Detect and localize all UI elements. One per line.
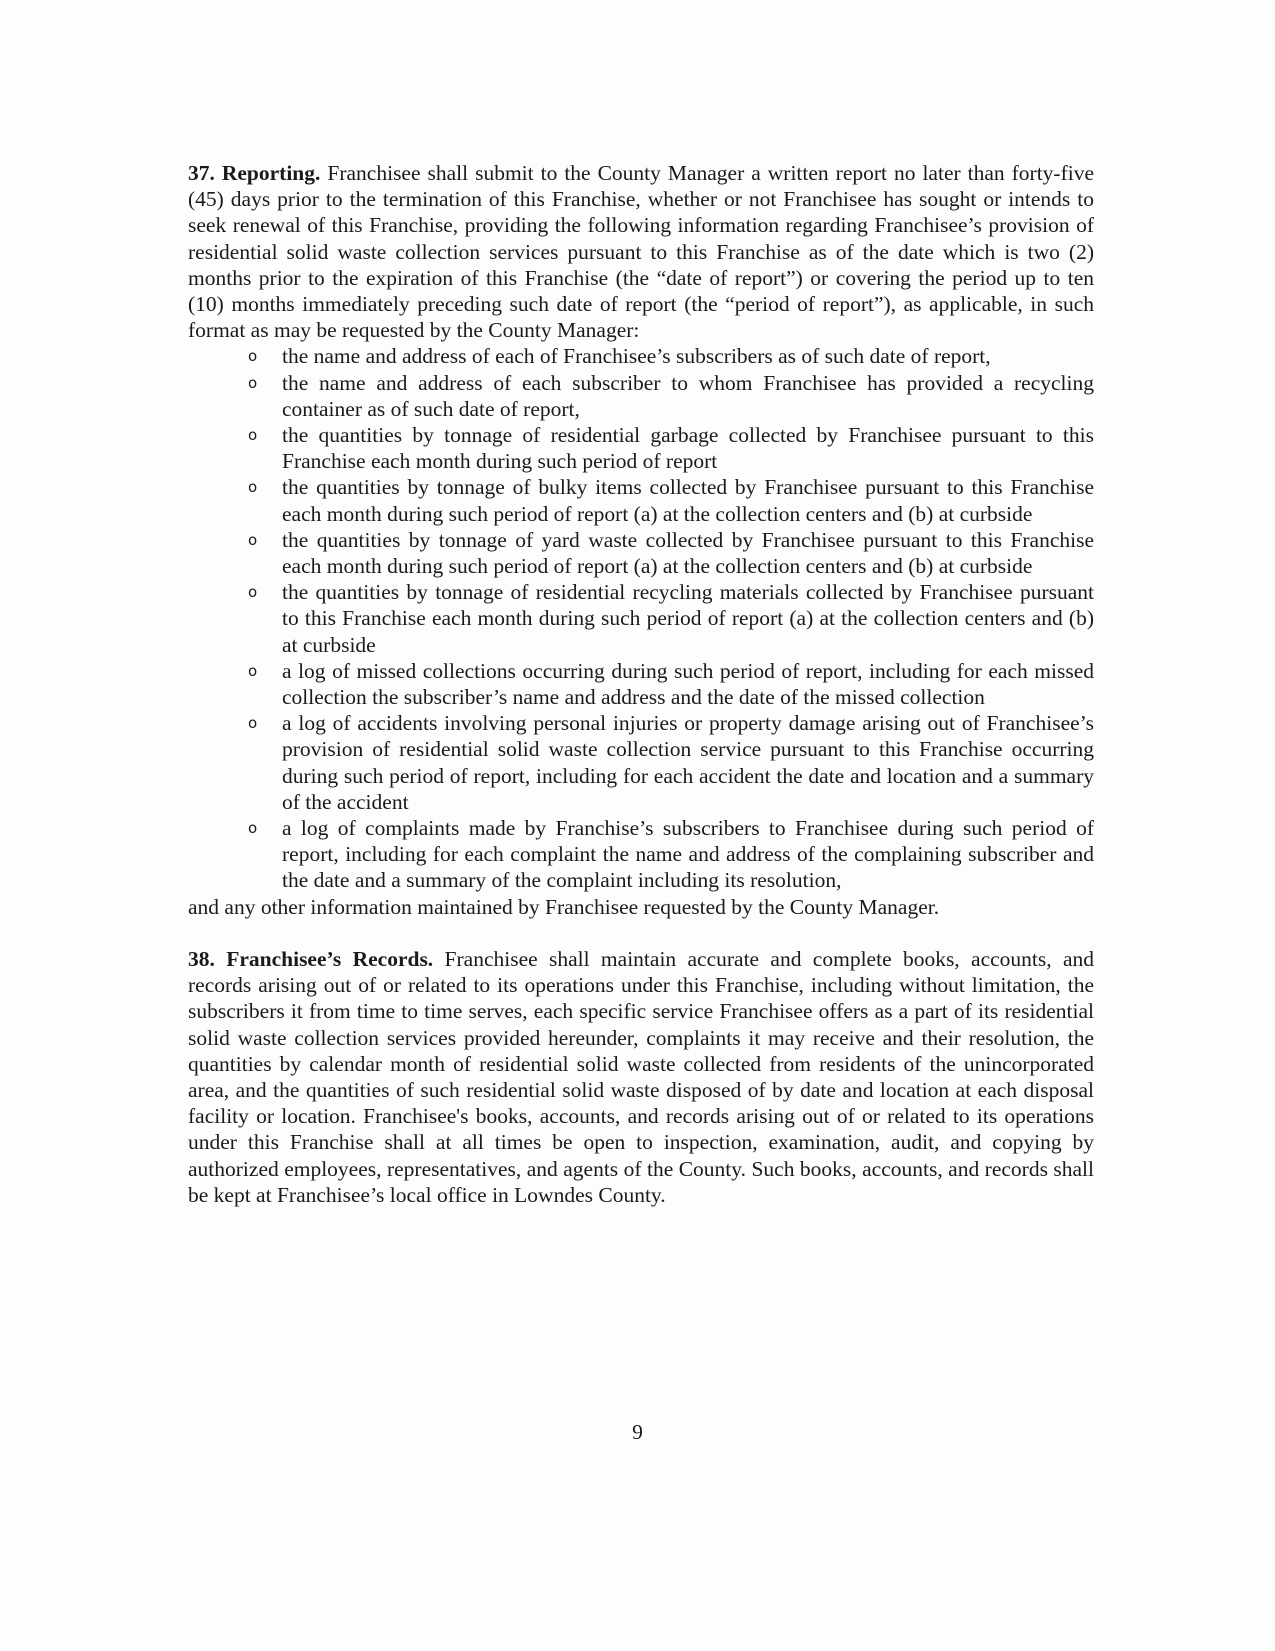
bullet-icon: o: [248, 478, 258, 497]
list-item: [248, 815, 1094, 894]
list-item: [248, 370, 1094, 422]
list-item: [248, 579, 1094, 658]
list-item: [248, 343, 1094, 369]
section-37-closing: and any other information maintained by Franchisee requested by the County Manager.: [188, 894, 940, 919]
list-item: [248, 710, 1094, 815]
list-item-text: the quantities by tonnage of residential garbage collected by Franchisee pursuant to this Franchise each month during such period of report: [282, 423, 1094, 474]
section-37-paragraph: [188, 160, 1094, 343]
bullet-icon: o: [248, 530, 258, 549]
section-38-body: Franchisee shall maintain accurate and complete books, accounts, and records arising out of or related to its operations under this Franchise, including without limitation, the subscribers it from time to time serves, each specific service Franchisee offers as a part of its residential solid waste collection services provided hereunder, complaints it may receive and their resolution, the quantities by calendar month of residential solid waste collected from residents of the unincorporated area, and the quantities of such residential solid waste disposed of by date and location at each disposal facility or location. Franchisee's books, accounts, and records arising out of or related to its operations under this Franchise shall at all times be open to inspection, examination, audit, and copying by authorized employees, representatives, and agents of the County. Such books, accounts, and records shall be kept at Franchisee’s local office in Lowndes County.: [188, 946, 1094, 1207]
bullet-icon: o: [248, 373, 258, 392]
list-item: [248, 527, 1094, 579]
list-item-text: the quantities by tonnage of residential recycling materials collected by Franchisee pursuant to this Franchise each month during such period of report (a) at the collection centers and (b) at curbside: [282, 580, 1094, 657]
paragraph-spacer: [188, 920, 1094, 946]
bullet-icon: o: [248, 426, 258, 445]
bullet-icon: o: [248, 347, 258, 366]
bullet-icon: o: [248, 661, 258, 680]
page-content: [188, 160, 1094, 1208]
list-item-text: the quantities by tonnage of bulky items collected by Franchisee pursuant to this Franchise each month during such period of report (a) at the collection centers and (b) at curbside: [282, 475, 1094, 526]
list-item-text: the name and address of each of Franchisee’s subscribers as of such date of report,: [282, 344, 991, 369]
section-38-paragraph: [188, 946, 1094, 1208]
section-37-body: Franchisee shall submit to the County Manager a written report no later than forty-five (45) days prior to the termination of this Franchise, whether or not Franchisee has sought or intends to seek renewal of this Franchise, providing the following information regarding Franchisee’s provision of residential solid waste collection services pursuant to this Franchise as of the date which is two (2) months prior to the expiration of this Franchise (the “date of report”) or covering the period up to ten (10) months immediately preceding such date of report (the “period of report”), as applicable, in such format as may be requested by the County Manager:: [188, 161, 1095, 343]
report-items-list: [188, 343, 1094, 893]
bullet-icon: o: [248, 583, 258, 602]
page-number: 9: [632, 1420, 643, 1444]
list-item-text: the quantities by tonnage of yard waste collected by Franchisee pursuant to this Franchise each month during such period of report (a) at the collection centers and (b) at curbside: [282, 527, 1094, 579]
list-item: [248, 422, 1094, 474]
bullet-icon: o: [248, 714, 258, 733]
list-item: [248, 474, 1094, 526]
list-item-text: a log of complaints made by Franchise’s subscribers to Franchisee during such period of report, including for each complaint the name and address of the complaining subscriber and the date and a summary of the complaint including its resolution,: [282, 816, 1094, 893]
list-item: [248, 658, 1094, 710]
bullet-icon: o: [248, 819, 258, 838]
section-37-heading: 37. Reporting.: [188, 161, 321, 185]
list-item-text: a log of missed collections occurring during such period of report, including for each missed collection the subscriber’s name and address and the date of the missed collection: [282, 658, 1094, 710]
list-item-text: the name and address of each subscriber to whom Franchisee has provided a recycling container as of such date of report,: [282, 370, 1094, 421]
section-38-heading: 38. Franchisee’s Records.: [188, 946, 434, 971]
list-item-text: a log of accidents involving personal injuries or property damage arising out of Franchisee’s provision of residential solid waste collection service pursuant to this Franchise occurring during such period of report, including for each accident the date and location and a summary of the accident: [282, 711, 1094, 814]
